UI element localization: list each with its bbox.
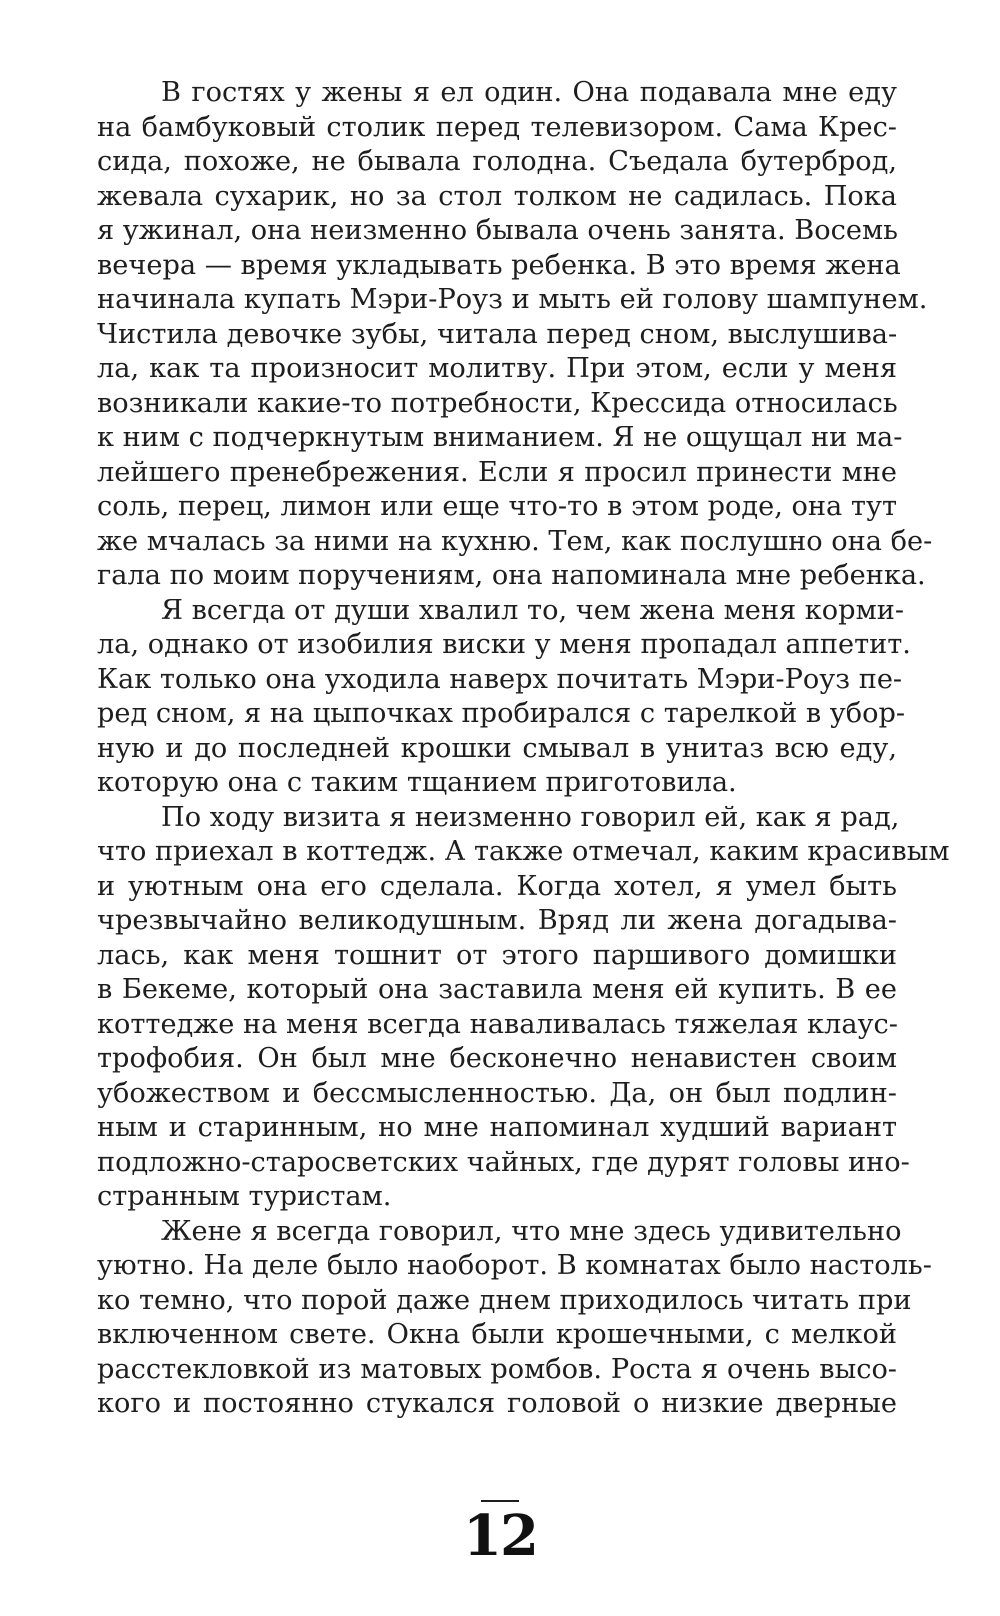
text-line: трофобия. Он был мне бесконечно ненавистен своим <box>97 1043 897 1074</box>
page-number-rule <box>481 1500 519 1502</box>
text-line: включенном свете. Окна были крошечными, с мелкой <box>97 1319 897 1350</box>
text-line: Я всегда от души хвалил то, чем жена меня корми- <box>161 594 905 626</box>
text-line: которую она с таким тщанием приготовила. <box>97 767 737 798</box>
text-line: Чистила девочке зубы, читала перед сном, выслушива- <box>97 318 898 350</box>
text-line: В гостях у жены я ел один. Она подавала мне еду <box>161 77 897 108</box>
text-line: Жене я всегда говорил, что мне здесь удивительно <box>161 1215 902 1247</box>
page-number-block <box>0 1500 1000 1569</box>
text-line: я ужинал, она неизменно бывала очень занята. Восемь <box>97 215 898 246</box>
page-number: 12 <box>463 1503 537 1569</box>
text-line: ко темно, что порой даже днем приходилось читать при <box>97 1284 912 1316</box>
text-line: же мчалась за ними на кухню. Тем, как послушно она бе- <box>97 525 933 557</box>
text-line: ла, как та произносит молитву. При этом, если у меня <box>97 353 897 384</box>
text-line: коттедже на меня всегда наваливалась тяжелая клаус- <box>97 1008 898 1040</box>
text-line: возникали какие-то потребности, Крессида относилась <box>97 387 898 419</box>
text-line: ред сном, я на цыпочках пробирался с тарелкой в убор- <box>97 698 906 729</box>
text-line: подложно-старосветских чайных, где дурят головы ино- <box>97 1146 910 1178</box>
text-line: кого и постоянно стукался головой о низкие дверные <box>97 1388 897 1419</box>
text-line: гала по моим поручениям, она напоминала мне ребенка. <box>97 560 926 591</box>
text-line: в Бекеме, который она заставила меня ей купить. В ее <box>97 974 897 1005</box>
text-line: жевала сухарик, но за стол толком не садилась. Пока <box>97 180 897 212</box>
text-line: уютно. На деле было наоборот. В комнатах было настоль- <box>97 1250 932 1281</box>
text-line: убожеством и бессмысленностью. Да, он был подлин- <box>97 1077 897 1109</box>
book-page-text <box>97 76 950 1422</box>
text-line: чрезвычайно великодушным. Вряд ли жена догадыва- <box>97 905 897 936</box>
text-line: начинала купать Мэри-Роуз и мыть ей голову шампунем. <box>97 284 928 315</box>
text-line: к ним с подчеркнутым вниманием. Я не ощущал ни ма- <box>97 422 903 453</box>
text-line: на бамбуковый столик перед телевизором. Сама Крес- <box>97 111 897 143</box>
text-line: лейшего пренебрежения. Если я просил принести мне <box>97 456 897 488</box>
text-line: ную и до последней крошки смывал в унитаз всю еду, <box>97 732 897 764</box>
text-line: ла, однако от изобилия виски у меня пропадал аппетит. <box>97 629 911 660</box>
text-line: странным туристам. <box>97 1181 392 1212</box>
text-line: что приехал в коттедж. А также отмечал, каким красивым <box>97 836 950 867</box>
text-line: вечера — время укладывать ребенка. В это время жена <box>97 249 901 281</box>
text-line: По ходу визита я неизменно говорил ей, как я рад, <box>161 801 900 833</box>
text-line: лась, как меня тошнит от этого паршивого домишки <box>97 939 897 971</box>
text-line: расстекловкой из матовых ромбов. Роста я очень высо- <box>97 1353 897 1385</box>
text-line: соль, перец, лимон или еще что-то в этом роде, она тут <box>97 491 897 522</box>
text-line: Как только она уходила наверх почитать Мэри-Роуз пе- <box>97 663 903 695</box>
text-line: ным и старинным, но мне напоминал худший вариант <box>97 1112 897 1143</box>
text-line: сида, похоже, не бывала голодна. Съедала бутерброд, <box>97 146 897 177</box>
text-line: и уютным она его сделала. Когда хотел, я умел быть <box>97 870 897 902</box>
